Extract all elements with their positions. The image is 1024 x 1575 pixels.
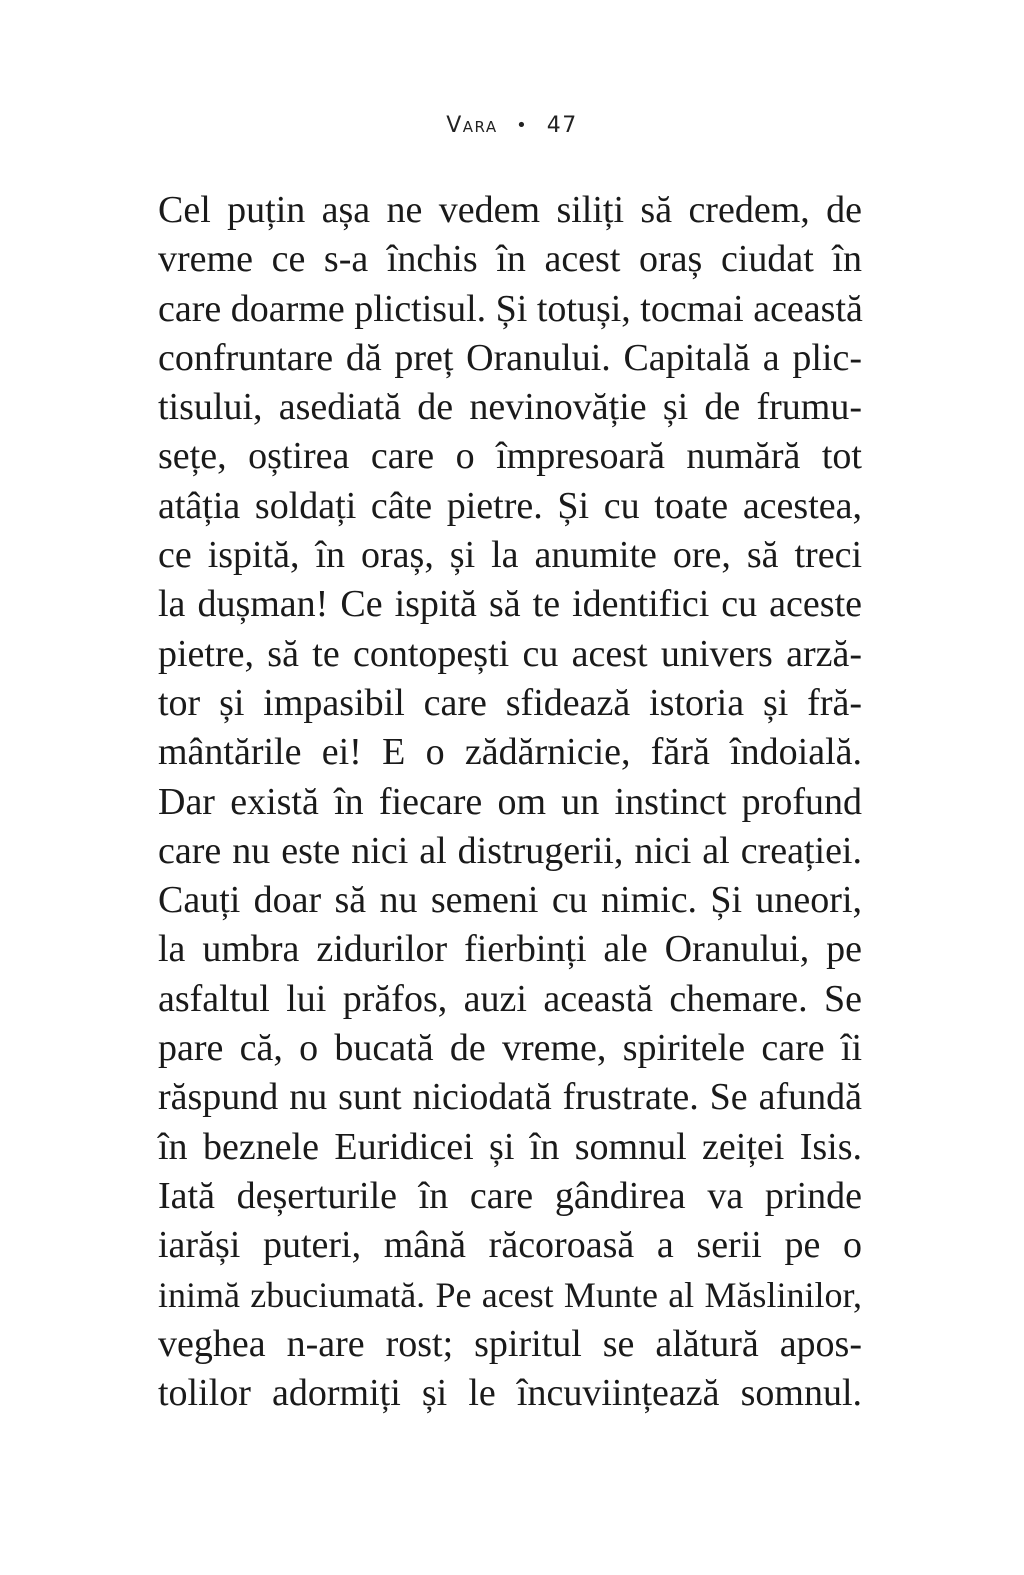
text-line: Dar există în fiecare om un instinct profund (158, 780, 862, 823)
text-line: care nu este nici al distrugerii, nici al creației. (158, 829, 862, 872)
text-line: Cel puțin așa ne vedem siliți să credem, de (158, 189, 862, 231)
text-line: tisului, asediată de nevinovăție și de frumu- (158, 386, 862, 429)
text-line: sețe, oștirea care o împresoară numără tot (158, 435, 862, 478)
text-line: vreme ce s-a închis în acest oraș ciudat în (158, 238, 862, 281)
text-line: la dușman! Ce ispită să te identifici cu aceste (158, 583, 862, 626)
text-line: pare că, o bucată de vreme, spiritele care îi (158, 1027, 862, 1070)
running-header (0, 113, 1024, 138)
running-title: Vara (446, 113, 498, 138)
page-number: 47 (546, 113, 578, 138)
text-line: răspund nu sunt niciodată frustrate. Se afundă (158, 1076, 862, 1119)
text-line: veghea n-are rost; spiritul se alătură apos- (158, 1322, 862, 1365)
text-line: Cauți doar să nu semeni cu nimic. Și uneori, (158, 879, 862, 922)
text-line: asfaltul lui prăfos, auzi această chemare. Se (158, 977, 862, 1020)
text-line: tor și impasibil care sfidează istoria și fră- (158, 681, 862, 724)
text-line: atâția soldați câte pietre. Și cu toate acestea, (158, 484, 862, 527)
header-separator: • (516, 115, 529, 136)
text-line: mântările ei! E o zădărnicie, fără îndoială. (158, 731, 862, 774)
text-line: la umbra zidurilor fierbinți ale Oranului, pe (158, 928, 862, 971)
text-line: tolilor adormiți și le încuviințează somnul. (158, 1372, 862, 1415)
text-line: confruntare dă preț Oranului. Capitală a plic- (158, 336, 862, 379)
text-line: în beznele Euridicei și în somnul zeiței Isis. (158, 1125, 862, 1168)
text-line: iarăși puteri, mână răcoroasă a serii pe o (158, 1224, 862, 1267)
text-line: pietre, să te contopești cu acest univers arză- (158, 632, 862, 675)
text-line: Iată deșerturile în care gândirea va prinde (158, 1174, 862, 1217)
text-line: care doarme plictisul. Și totuși, tocmai această (158, 287, 863, 330)
text-line: inimă zbuciumată. Pe acest Munte al Măslinilor, (158, 1274, 862, 1315)
body-paragraph (158, 186, 862, 1418)
text-line: ce ispită, în oraș, și la anumite ore, să treci (158, 534, 862, 577)
